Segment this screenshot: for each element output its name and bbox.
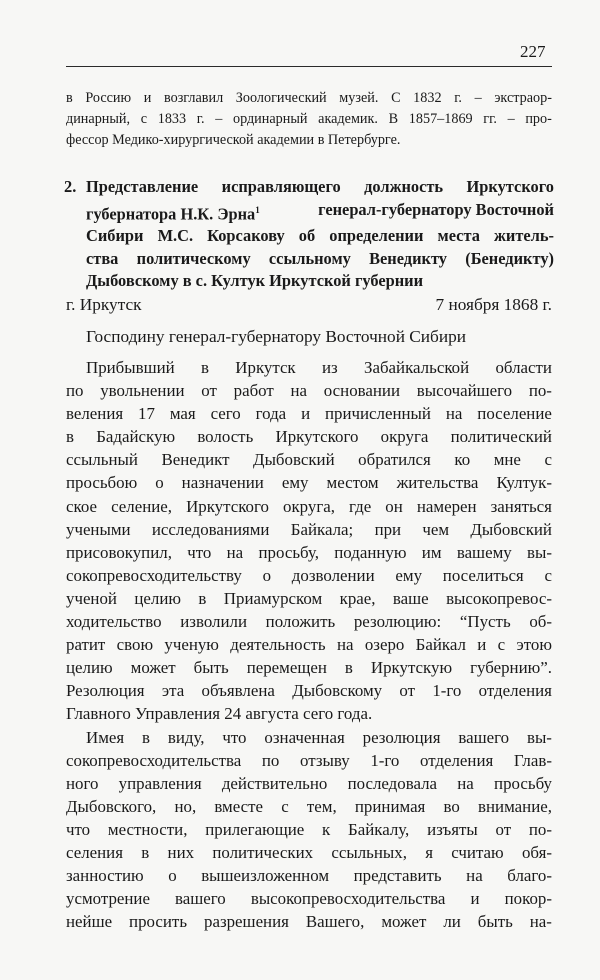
word: Иркутскую bbox=[370, 658, 453, 678]
word: в bbox=[66, 90, 73, 106]
title-line bbox=[86, 225, 554, 248]
word: учеными bbox=[66, 519, 131, 539]
word: поселение bbox=[477, 404, 552, 424]
word: ссыльный bbox=[66, 450, 138, 470]
word: – bbox=[507, 111, 515, 127]
word: и bbox=[470, 889, 480, 909]
body-line bbox=[66, 887, 552, 910]
word: Иркутск bbox=[235, 358, 296, 377]
word: положить bbox=[265, 612, 336, 632]
word: селение, bbox=[111, 496, 172, 516]
word: ко bbox=[454, 450, 471, 470]
word: быть bbox=[477, 912, 513, 932]
word: волость bbox=[197, 427, 254, 447]
word: об- bbox=[529, 612, 552, 632]
document-title bbox=[86, 176, 554, 293]
word: свою bbox=[116, 635, 154, 655]
word: Бадайскую bbox=[96, 427, 176, 447]
body-line bbox=[66, 841, 552, 864]
word: нейше bbox=[66, 912, 113, 932]
word: может bbox=[381, 912, 427, 932]
word: на bbox=[290, 381, 308, 401]
word: из bbox=[321, 358, 338, 377]
document-heading bbox=[64, 176, 554, 293]
word: во bbox=[443, 796, 460, 816]
word: работ bbox=[233, 381, 274, 401]
word: Зоологический bbox=[235, 90, 327, 106]
word: на bbox=[445, 404, 463, 424]
word: чем bbox=[422, 519, 450, 539]
word: высокопревос- bbox=[446, 588, 552, 608]
word: основании bbox=[323, 381, 401, 401]
word: в bbox=[198, 588, 207, 608]
word: веления bbox=[66, 404, 124, 424]
header-rule bbox=[66, 66, 552, 67]
body-line bbox=[66, 495, 552, 518]
word: занностию bbox=[66, 866, 144, 886]
word: резолюцию: bbox=[353, 612, 442, 632]
word: в bbox=[201, 358, 209, 377]
word: ссыльных, bbox=[331, 842, 407, 862]
word: 17 bbox=[138, 404, 155, 424]
word: на bbox=[466, 866, 483, 886]
word: политический bbox=[450, 427, 552, 447]
word: с bbox=[140, 111, 148, 127]
footnote-continuation bbox=[66, 88, 552, 151]
title-line bbox=[86, 176, 554, 199]
word: считаю bbox=[451, 842, 504, 862]
word: про- bbox=[525, 111, 552, 127]
word: Прибывший bbox=[86, 358, 175, 377]
word: обратился bbox=[358, 450, 431, 470]
word: Венедикту bbox=[369, 248, 447, 268]
word: эта bbox=[161, 681, 185, 701]
word: с bbox=[544, 450, 552, 470]
word: Дыбовскому bbox=[292, 681, 383, 701]
word: вместе bbox=[214, 796, 264, 816]
word: от bbox=[399, 681, 416, 701]
word: ординарный bbox=[232, 111, 308, 127]
word: Дыбовский bbox=[470, 519, 552, 539]
word: покор- bbox=[504, 889, 552, 909]
body-line bbox=[66, 772, 552, 795]
word: о bbox=[155, 473, 164, 493]
body-line bbox=[66, 541, 552, 564]
word: целию bbox=[134, 588, 181, 608]
word: от bbox=[201, 381, 217, 401]
word: причисленный bbox=[325, 404, 431, 424]
word: перемещен bbox=[246, 658, 327, 678]
word: что bbox=[66, 819, 91, 839]
word: тем, bbox=[306, 796, 337, 816]
word: Дыбовский bbox=[253, 450, 335, 470]
word: исправляющего bbox=[221, 177, 341, 196]
word: на bbox=[336, 635, 354, 655]
word: резолюция bbox=[362, 727, 441, 747]
body-line bbox=[66, 425, 552, 448]
word: ства bbox=[86, 248, 119, 268]
word: по bbox=[261, 750, 280, 770]
word: в bbox=[141, 842, 150, 862]
footnote-line: фессор Медико-хирургической академии в Петербурге. bbox=[66, 132, 401, 148]
word: этою bbox=[516, 635, 552, 655]
word: жительства bbox=[396, 473, 479, 493]
word: Сибири bbox=[86, 226, 144, 246]
word: увольнении bbox=[100, 381, 185, 401]
body-line bbox=[66, 818, 552, 841]
word: местности, bbox=[107, 819, 188, 839]
word: М.С. bbox=[157, 226, 194, 246]
word: об bbox=[298, 226, 316, 246]
word: исследованиями bbox=[151, 519, 270, 539]
word: ему bbox=[281, 473, 309, 493]
word: Байкалу, bbox=[348, 819, 410, 839]
word: Имея bbox=[86, 727, 125, 747]
word: в bbox=[142, 727, 151, 747]
word: назначении bbox=[181, 473, 264, 493]
word: определении bbox=[329, 226, 424, 246]
word: и bbox=[477, 635, 487, 655]
word: объявлена bbox=[201, 681, 275, 701]
word: округа, bbox=[283, 496, 335, 516]
word: и bbox=[143, 90, 152, 106]
word: поселиться bbox=[442, 565, 524, 585]
body-line bbox=[66, 749, 552, 772]
word: экстраор- bbox=[494, 90, 552, 106]
body-line bbox=[66, 402, 552, 425]
word: от bbox=[495, 819, 512, 839]
body-line bbox=[66, 656, 552, 679]
word: Култук- bbox=[496, 473, 552, 493]
word: ратит bbox=[66, 635, 106, 655]
word: вашего bbox=[458, 727, 510, 747]
word: отделения bbox=[420, 750, 494, 770]
word: быть bbox=[193, 658, 229, 678]
word: просьбу, bbox=[258, 542, 319, 562]
word: и bbox=[301, 404, 311, 424]
footnote-line bbox=[66, 109, 552, 130]
word: с bbox=[544, 565, 552, 585]
word: Резолюция bbox=[66, 681, 145, 701]
word: благо- bbox=[507, 866, 552, 886]
word: действительно bbox=[221, 773, 328, 793]
word: о bbox=[262, 565, 272, 585]
word: Приамурском bbox=[223, 588, 323, 608]
word: Байкал bbox=[415, 635, 466, 655]
word: Венедикт bbox=[161, 450, 230, 470]
word: динарный, bbox=[66, 111, 131, 127]
word: отделения bbox=[478, 681, 552, 701]
body-line: Главного Управления 24 августа сего года. bbox=[66, 704, 373, 724]
footnote-reference: 1 bbox=[255, 204, 260, 215]
footnote-line bbox=[66, 88, 552, 109]
word: изъяты bbox=[427, 819, 478, 839]
word: должность bbox=[364, 177, 444, 196]
word: с bbox=[281, 796, 289, 816]
word: политическому bbox=[136, 248, 251, 268]
word: г. bbox=[454, 90, 462, 106]
body-line bbox=[66, 795, 552, 818]
page-number: 227 bbox=[520, 42, 546, 61]
word: при bbox=[374, 519, 402, 539]
word: о bbox=[168, 866, 177, 886]
word: им bbox=[421, 542, 442, 562]
body-line bbox=[66, 610, 552, 633]
word: крае, bbox=[339, 588, 376, 608]
word: – bbox=[474, 90, 482, 106]
word: высочайшего bbox=[416, 381, 513, 401]
word: В bbox=[388, 111, 399, 127]
word: места bbox=[437, 226, 480, 246]
word: по bbox=[66, 381, 84, 401]
document-date: 7 ноября 1868 г. bbox=[435, 295, 552, 314]
word: усмотрение bbox=[66, 889, 150, 909]
word: озеро bbox=[364, 635, 405, 655]
body-line bbox=[66, 448, 552, 471]
word: но, bbox=[174, 796, 197, 816]
word: гг. bbox=[483, 111, 497, 127]
word: принимая bbox=[354, 796, 426, 816]
word: присовокупил, bbox=[66, 542, 172, 562]
word: местом bbox=[326, 473, 379, 493]
word: на- bbox=[529, 912, 552, 932]
word: он bbox=[385, 496, 403, 516]
body-line bbox=[66, 726, 552, 749]
word: вы- bbox=[526, 727, 552, 747]
word: Иркутского bbox=[466, 177, 554, 196]
word: вышеизложенном bbox=[201, 866, 330, 886]
word: высокопревосходительства bbox=[250, 889, 446, 909]
word: что bbox=[187, 542, 212, 562]
word: (Бенедикту) bbox=[465, 248, 554, 268]
word: Байкала; bbox=[290, 519, 354, 539]
body-line bbox=[66, 587, 552, 610]
word: разрешения bbox=[204, 912, 289, 932]
document-number: 2. bbox=[64, 177, 77, 196]
word: где bbox=[349, 496, 372, 516]
word: округа bbox=[380, 427, 429, 447]
word: житель- bbox=[493, 226, 554, 246]
word: 1832 bbox=[413, 90, 442, 106]
body-line bbox=[66, 910, 552, 933]
title-line-part bbox=[86, 199, 260, 226]
word: ученой bbox=[66, 588, 117, 608]
title-line: Дыбовскому в с. Култук Иркутской губернии bbox=[86, 271, 424, 291]
word: на bbox=[226, 542, 244, 562]
word: г. bbox=[196, 111, 205, 127]
word: Представление bbox=[86, 177, 199, 196]
body-line bbox=[66, 379, 552, 402]
word: Иркутского bbox=[275, 427, 359, 447]
document-place: г. Иркутск bbox=[66, 295, 142, 314]
word: Россию bbox=[85, 90, 132, 106]
word: внимание, bbox=[478, 796, 552, 816]
word: ного bbox=[66, 773, 99, 793]
word: Забайкальской bbox=[364, 358, 470, 377]
word: мая bbox=[169, 404, 196, 424]
word: мне bbox=[493, 450, 521, 470]
body-line bbox=[66, 471, 552, 494]
word: сокопревосходительству bbox=[66, 565, 242, 585]
word: сокопревосходительства bbox=[66, 750, 242, 770]
body-line bbox=[66, 564, 552, 587]
word: целию bbox=[66, 658, 113, 678]
word: Дыбовского, bbox=[66, 796, 157, 816]
word: сего bbox=[210, 404, 241, 424]
word: представить bbox=[353, 866, 442, 886]
word: Вашего, bbox=[305, 912, 365, 932]
word: “Пусть bbox=[459, 612, 511, 632]
word: губернию”. bbox=[470, 658, 552, 678]
word: 1857–1869 bbox=[408, 111, 473, 127]
word: 1-го bbox=[370, 750, 400, 770]
word: Корсакову bbox=[207, 226, 285, 246]
word: просьбою bbox=[66, 473, 138, 493]
addressee: Господину генерал-губернатору Восточной Сибири bbox=[86, 327, 466, 346]
body-line bbox=[66, 633, 552, 656]
word: на bbox=[457, 773, 474, 793]
document-body bbox=[66, 356, 552, 933]
word: означенная bbox=[264, 727, 345, 747]
word: обя- bbox=[521, 842, 552, 862]
body-line bbox=[66, 864, 552, 887]
word: поданную bbox=[334, 542, 407, 562]
word: с bbox=[497, 635, 506, 655]
body-line bbox=[66, 356, 552, 379]
body-line bbox=[66, 518, 552, 541]
title-line bbox=[86, 199, 554, 226]
word: в bbox=[66, 427, 74, 447]
word: деятельность bbox=[230, 635, 326, 655]
word: вашего bbox=[175, 889, 226, 909]
word: ходительство bbox=[66, 612, 162, 632]
title-text: губернатора Н.К. Эрна bbox=[86, 203, 256, 223]
word: ваше bbox=[392, 588, 429, 608]
word: возглавил bbox=[164, 90, 224, 106]
word: заняться bbox=[490, 496, 552, 516]
word: Иркутского bbox=[186, 496, 269, 516]
word: ему bbox=[395, 565, 423, 585]
word: года bbox=[255, 404, 287, 424]
word: просьбу bbox=[494, 773, 552, 793]
word: ское bbox=[66, 496, 97, 516]
body-line bbox=[66, 679, 552, 702]
word: области bbox=[495, 358, 552, 377]
word: я bbox=[425, 842, 433, 862]
word: вашему bbox=[456, 542, 512, 562]
word: в bbox=[344, 658, 353, 678]
word: них bbox=[167, 842, 195, 862]
word: вы- bbox=[527, 542, 552, 562]
word: может bbox=[130, 658, 176, 678]
word: виду, bbox=[167, 727, 205, 747]
word: С bbox=[391, 90, 401, 106]
title-text: генерал-губернатору Восточной bbox=[318, 199, 554, 219]
word: 1833 bbox=[157, 111, 187, 127]
word: просить bbox=[129, 912, 188, 932]
word: дозволении bbox=[291, 565, 375, 585]
word: изволили bbox=[180, 612, 247, 632]
word: – bbox=[215, 111, 223, 127]
word: ссыльному bbox=[268, 248, 351, 268]
word: селения bbox=[66, 842, 123, 862]
word: ученую bbox=[164, 635, 219, 655]
place-date-line bbox=[66, 295, 552, 315]
word: по- bbox=[528, 381, 552, 401]
word: последовала bbox=[347, 773, 438, 793]
word: по- bbox=[528, 819, 552, 839]
word: что bbox=[222, 727, 247, 747]
word: 1-го bbox=[432, 681, 462, 701]
word: управления bbox=[118, 773, 202, 793]
word: Глав- bbox=[513, 750, 552, 770]
word: намерен bbox=[416, 496, 477, 516]
word: к bbox=[322, 819, 331, 839]
word: отзыву bbox=[300, 750, 350, 770]
word: ли bbox=[443, 912, 461, 932]
word: прилегающие bbox=[205, 819, 305, 839]
word: академик. bbox=[318, 111, 378, 127]
title-line bbox=[86, 248, 554, 271]
word: музей. bbox=[339, 90, 379, 106]
word: политических bbox=[212, 842, 314, 862]
